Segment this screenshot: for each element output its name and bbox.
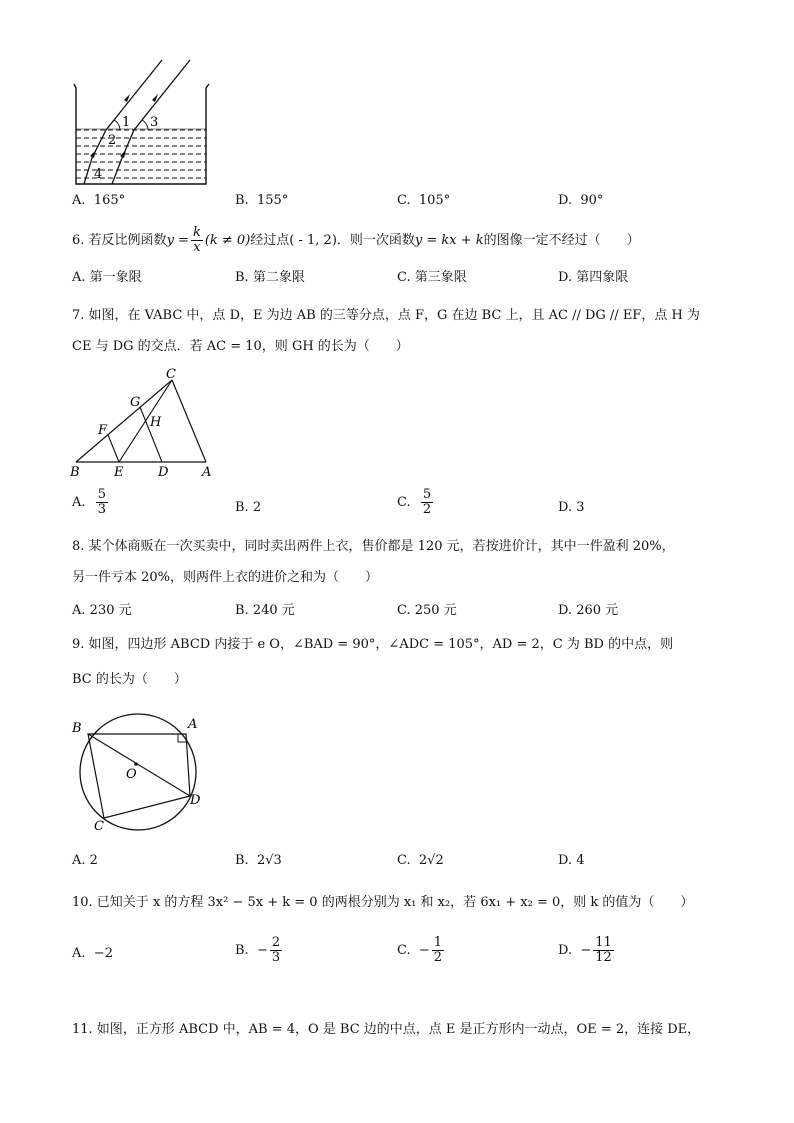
option-d[interactable]: D. 3 — [558, 500, 585, 515]
angle-label-3: 3 — [150, 115, 159, 130]
option-a[interactable]: A. $\frac{5}{3}$ — [72, 487, 107, 517]
option-d[interactable]: D. 第四象限 — [558, 270, 629, 285]
option-d[interactable]: D. − $\frac{11}{12}$ — [558, 935, 612, 965]
option-c[interactable]: C. 第三象限 — [397, 270, 467, 285]
svg-text:D: D — [190, 793, 201, 808]
circle-quadrilateral-figure — [66, 712, 216, 836]
question-6-stem: 6. 若反比例函数y = $\frac{k}{x}$ (k ≠ 0)经过点( - 1, 2)．则一次函数y = kx + k的图像一定不经过（ ） — [72, 225, 640, 255]
option-a[interactable]: A. 2 — [72, 853, 98, 868]
question-7-line-2: CE 与 DG 的交点．若 AC = 10，则 GH 的长为（ ） — [72, 339, 409, 354]
question-8-line-1: 8. 某个体商贩在一次买卖中，同时卖出两件上衣，售价都是 120 元，若按进价计，其中一件盈利 20%， — [72, 539, 675, 554]
option-c[interactable]: C. 250 元 — [397, 603, 457, 618]
question-10-line-1: 10. 已知关于 x 的方程 3x² − 5x + k = 0 的两根分别为 x₁ 和 x₂，若 6x₁ + x₂ = 0，则 k 的值为（ ） — [72, 895, 694, 910]
option-b[interactable]: B. 240 元 — [235, 603, 295, 618]
option-b[interactable]: B. 2√3 — [235, 853, 282, 868]
fraction-k-over-x: $\frac{k}{x}$ — [192, 225, 201, 255]
option-a[interactable]: A. −2 — [72, 946, 113, 961]
question-9-line-1: 9. 如图，四边形 ABCD 内接于 e O，∠BAD = 90°，∠ADC = 105°，AD = 2，C 为 BD 的中点，则 — [72, 637, 674, 652]
option-c[interactable]: C. $\frac{5}{2}$ — [397, 487, 432, 517]
option-b[interactable]: B. 第二象限 — [235, 270, 305, 285]
option-d[interactable]: D. 4 — [558, 853, 585, 868]
svg-text:F: F — [98, 423, 108, 438]
svg-text:E: E — [114, 465, 124, 478]
option-a[interactable]: A. 165° — [72, 193, 126, 208]
option-d[interactable]: D. 90° — [558, 193, 604, 208]
svg-text:A: A — [188, 717, 198, 732]
question-8-line-2: 另一件亏本 20%，则两件上衣的进价之和为（ ） — [72, 570, 379, 585]
svg-text:B: B — [72, 721, 82, 736]
svg-text:H: H — [150, 415, 162, 430]
option-a[interactable]: A. 230 元 — [72, 603, 132, 618]
beaker-refraction-figure — [70, 58, 210, 190]
svg-text:C: C — [166, 367, 176, 382]
svg-text:G: G — [130, 395, 141, 410]
angle-label-2: 2 — [108, 133, 117, 148]
svg-text:C: C — [94, 819, 104, 834]
svg-text:O: O — [126, 767, 137, 782]
option-b[interactable]: B. 2 — [235, 500, 262, 515]
angle-label-4: 4 — [94, 167, 103, 182]
option-c[interactable]: C. − $\frac{1}{2}$ — [397, 935, 443, 965]
question-7-line-1: 7. 如图，在 VABC 中，点 D，E 为边 AB 的三等分点，点 F，G 在边 BC 上，且 AC // DG // EF，点 H 为 — [72, 308, 700, 323]
question-9-line-2: BC 的长为（ ） — [72, 672, 187, 687]
option-d[interactable]: D. 260 元 — [558, 603, 619, 618]
svg-text:D: D — [158, 465, 169, 478]
option-c[interactable]: C. 105° — [397, 193, 451, 208]
question-11-line-1: 11. 如图，正方形 ABCD 中，AB = 4，O 是 BC 边的中点，点 E 是正方形内一动点，OE = 2，连接 DE， — [72, 1022, 701, 1037]
triangle-figure — [66, 366, 226, 478]
option-c[interactable]: C. 2√2 — [397, 853, 444, 868]
option-b[interactable]: B. 155° — [235, 193, 289, 208]
svg-text:B: B — [70, 465, 80, 478]
svg-text:A: A — [202, 465, 212, 478]
option-b[interactable]: B. − $\frac{2}{3}$ — [235, 935, 281, 965]
option-a[interactable]: A. 第一象限 — [72, 270, 142, 285]
angle-label-1: 1 — [122, 115, 131, 130]
